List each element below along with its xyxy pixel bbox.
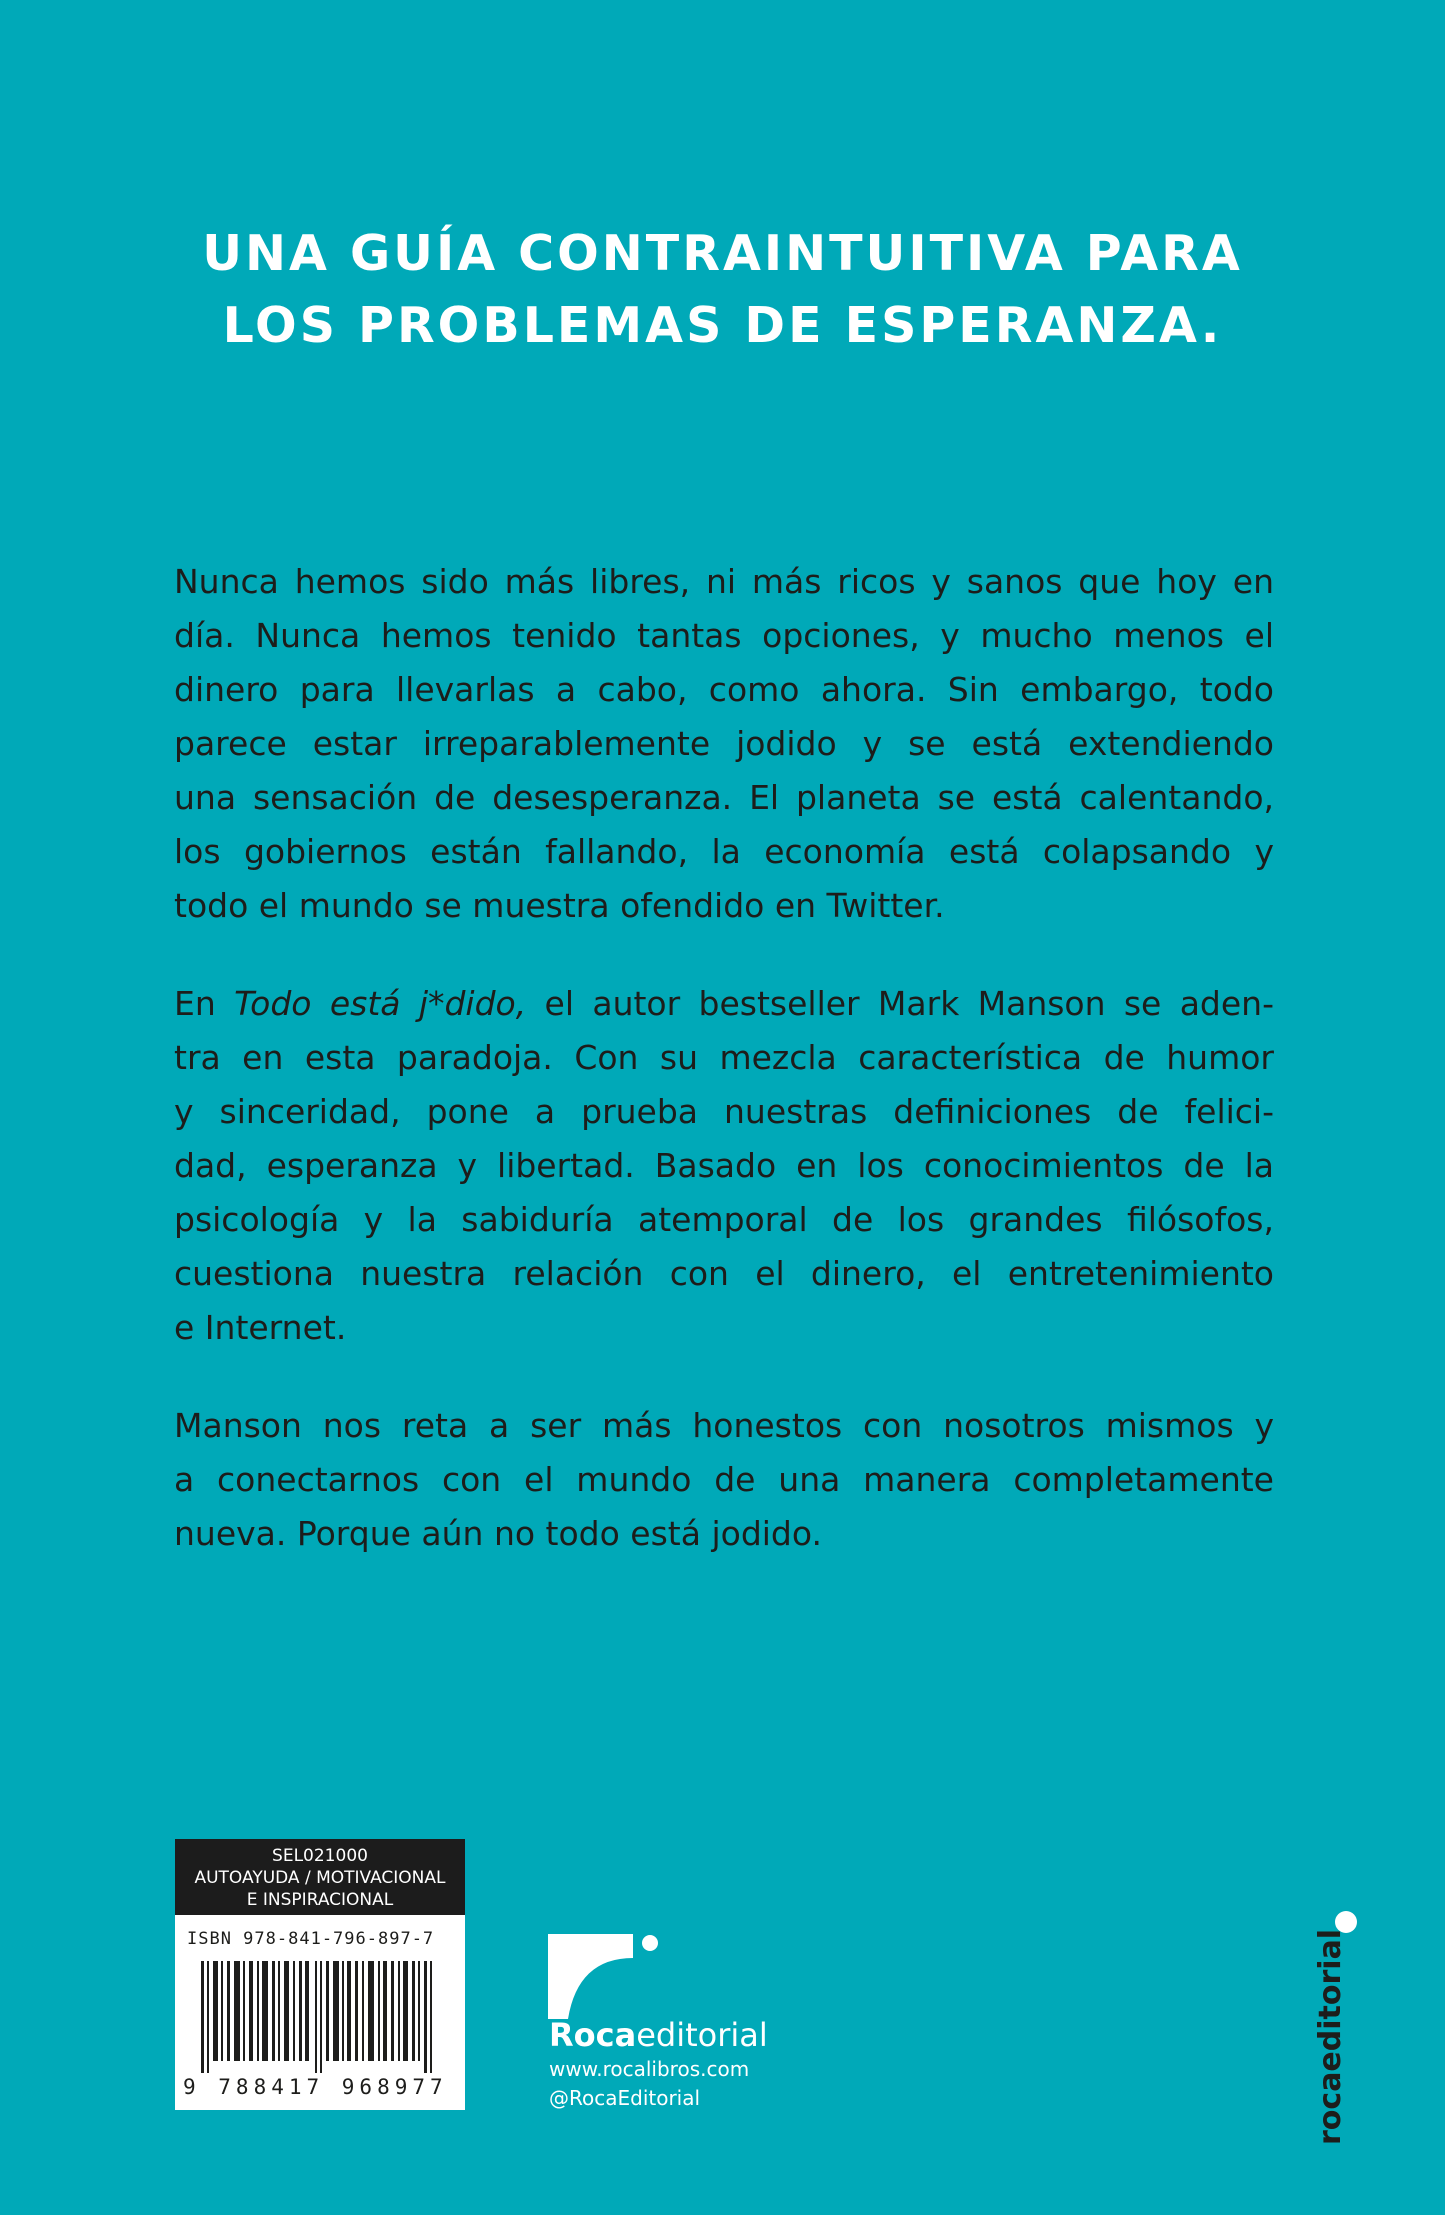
text-line: a conectarnos con el mundo de una manera completamente: [174, 1460, 1274, 1499]
publisher-handle: @RocaEditorial: [549, 2086, 701, 2110]
publisher-wordmark: [549, 2016, 768, 2054]
category-code: SEL021000: [272, 1846, 368, 1866]
category-block: [175, 1839, 465, 1915]
barcode-digits: 9 788417 968977: [183, 2075, 448, 2099]
text-line: nueva. Porque aún no todo está jodido.: [174, 1514, 822, 1553]
headline-line-1: UNA GUÍA CONTRAINTUITIVA PARA: [202, 225, 1243, 282]
barcode-label: [175, 1839, 465, 2110]
headline: [0, 218, 1445, 362]
text-line: [174, 977, 1274, 1031]
text-line: psicología y la sabiduría atemporal de los grandes filósofos,: [174, 1200, 1274, 1239]
text-line: e Internet.: [174, 1308, 347, 1347]
roca-logo-icon: [548, 1924, 668, 2019]
text-line: dad, esperanza y libertad. Basado en los conocimientos de la: [174, 1146, 1274, 1185]
text-line: dinero para llevarlas a cabo, como ahora. Sin embargo, todo: [174, 670, 1274, 709]
spine-text: rocaeditorial: [1313, 1928, 1348, 2145]
text-line: cuestiona nuestra relación con el dinero, el entretenimiento: [174, 1254, 1274, 1293]
text-rest: el autor bestseller Mark Manson se aden-: [526, 984, 1274, 1023]
paragraph-2: [174, 977, 1274, 1355]
brand-regular: editorial: [636, 2016, 768, 2054]
text-line: los gobiernos están fallando, la economía está colapsando y: [174, 832, 1274, 871]
text-line: Nunca hemos sido más libres, ni más ricos y sanos que hoy en: [174, 562, 1274, 601]
text-lead: En: [174, 984, 235, 1023]
text-line: y sinceridad, pone a prueba nuestras definiciones de felici-: [174, 1092, 1274, 1131]
text-line: tra en esta paradoja. Con su mezcla característica de humor: [174, 1038, 1274, 1077]
text-line: día. Nunca hemos tenido tantas opciones, y mucho menos el: [174, 616, 1274, 655]
category-line-1: AUTOAYUDA / MOTIVACIONAL: [194, 1868, 446, 1888]
paragraph-1: [174, 555, 1274, 933]
publisher-website: www.rocalibros.com: [549, 2057, 750, 2081]
text-line: parece estar irreparablemente jodido y se está extendiendo: [174, 724, 1274, 763]
book-title: Todo está j*dido,: [234, 984, 527, 1023]
synopsis: [174, 555, 1274, 1561]
category-line-2: E INSPIRACIONAL: [246, 1890, 394, 1910]
text-line: Manson nos reta a ser más honestos con nosotros mismos y: [174, 1406, 1274, 1445]
text-line: todo el mundo se muestra ofendido en Twitter.: [174, 886, 945, 925]
text-line: una sensación de desesperanza. El planeta se está calentando,: [174, 778, 1274, 817]
barcode-icon: [187, 1961, 453, 2073]
brand-bold: Roca: [549, 2016, 637, 2054]
paragraph-3: [174, 1399, 1274, 1561]
headline-line-2: LOS PROBLEMAS DE ESPERANZA.: [222, 297, 1223, 354]
isbn-text: ISBN 978-841-796-897-7: [187, 1929, 435, 1949]
